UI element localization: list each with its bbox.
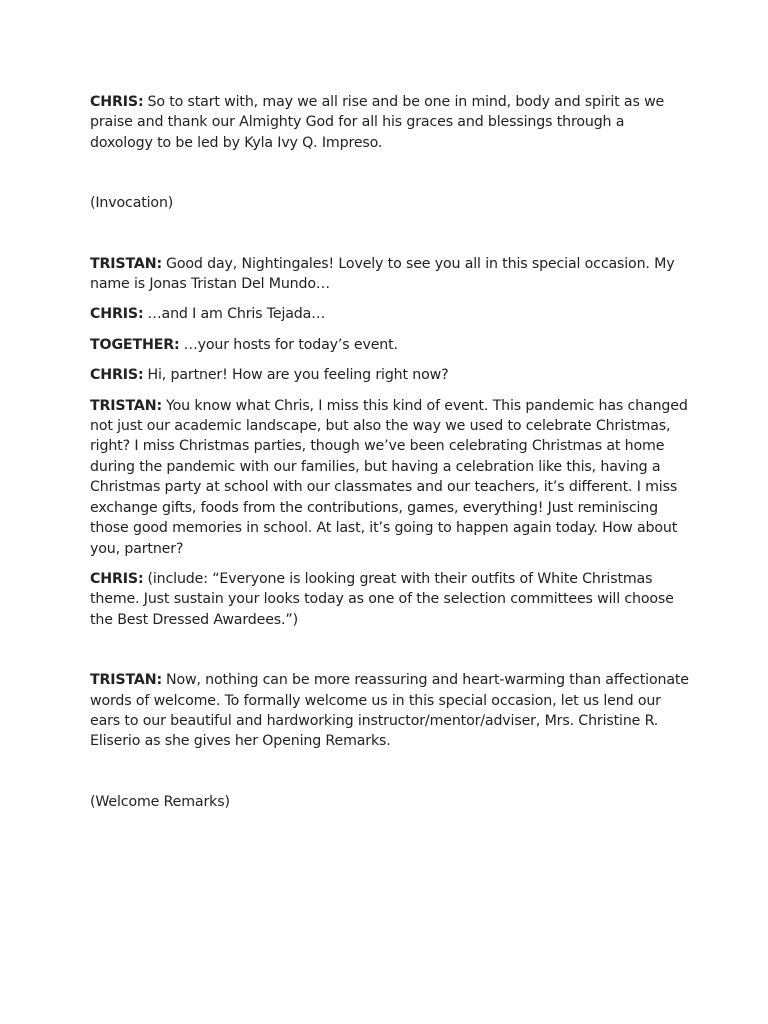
spacer: [90, 153, 690, 193]
speaker-label: CHRIS:: [90, 94, 144, 110]
dialogue-text: Good day, Nightingales! Lovely to see you all in this special occasion. My name is Jonas Tristan Del Mundo…: [90, 255, 675, 293]
script-line-tristan-pandemic: [90, 396, 690, 559]
script-line-chris-doxology: [90, 92, 690, 153]
dialogue-text: (include: “Everyone is looking great with their outfits of White Christmas theme. Just sustain your looks today as one of the selection committees will choose the Best Dressed Awardees.”): [90, 570, 674, 628]
dialogue-text: Now, nothing can be more reassuring and heart-warming than affectionate words of welcome. To formally welcome us in this special occasion, let us lend our ears to our beautiful and hardworking instructor/mentor/adviser, Mrs. Christine R. Eliserio as she gives her Opening Remarks.: [90, 672, 689, 750]
spacer: [90, 214, 690, 254]
speaker-label: CHRIS:: [90, 367, 144, 384]
spacer: [90, 752, 690, 792]
speaker-label: TRISTAN:: [90, 397, 163, 414]
script-line-chris-intro: [90, 304, 690, 324]
stage-direction-invocation: (Invocation): [90, 195, 174, 212]
dialogue-text: Hi, partner! How are you feeling right now?: [147, 367, 449, 384]
speaker-label: CHRIS:: [90, 570, 144, 587]
speaker-label: CHRIS:: [90, 306, 144, 323]
dialogue-text: You know what Chris, I miss this kind of event. This pandemic has changed not just our academic landscape, but also the way we used to celebrate Christmas, right? I miss Christmas parties, though we’ve been celebrating Christmas at home during the pandemic with our families, but having a celebration like this, having a Christmas party at school with our classmates and our teachers, it’s different. I miss exchange gifts, foods from the contributions, games, everything! Just reminiscing those good memories in school. At last, it’s going to happen again today. How about you, partner?: [90, 397, 688, 557]
script-line-together: [90, 335, 690, 355]
spacer: [90, 630, 690, 670]
script-line-chris-question: [90, 365, 690, 385]
dialogue-text: So to start with, may we all rise and be one in mind, body and spirit as we praise and thank our Almighty God for all his graces and blessings through a doxology to be led by Kyla Ivy Q. Impreso.: [90, 94, 665, 151]
script-line-tristan-greeting: [90, 254, 690, 295]
dialogue-text: …and I am Chris Tejada…: [147, 306, 326, 323]
spacer: [90, 386, 690, 396]
spacer: [90, 294, 690, 304]
dialogue-text: …your hosts for today’s event.: [183, 336, 398, 353]
spacer: [90, 325, 690, 335]
document-page: [90, 92, 690, 812]
speaker-label: TOGETHER:: [90, 336, 180, 353]
spacer: [90, 559, 690, 569]
script-line-chris-outfits: [90, 569, 690, 630]
spacer: [90, 355, 690, 365]
script-line-tristan-welcome: [90, 670, 690, 752]
speaker-label: TRISTAN:: [90, 672, 163, 689]
stage-direction-welcome-remarks: (Welcome Remarks): [90, 793, 230, 810]
speaker-label: TRISTAN:: [90, 255, 163, 272]
